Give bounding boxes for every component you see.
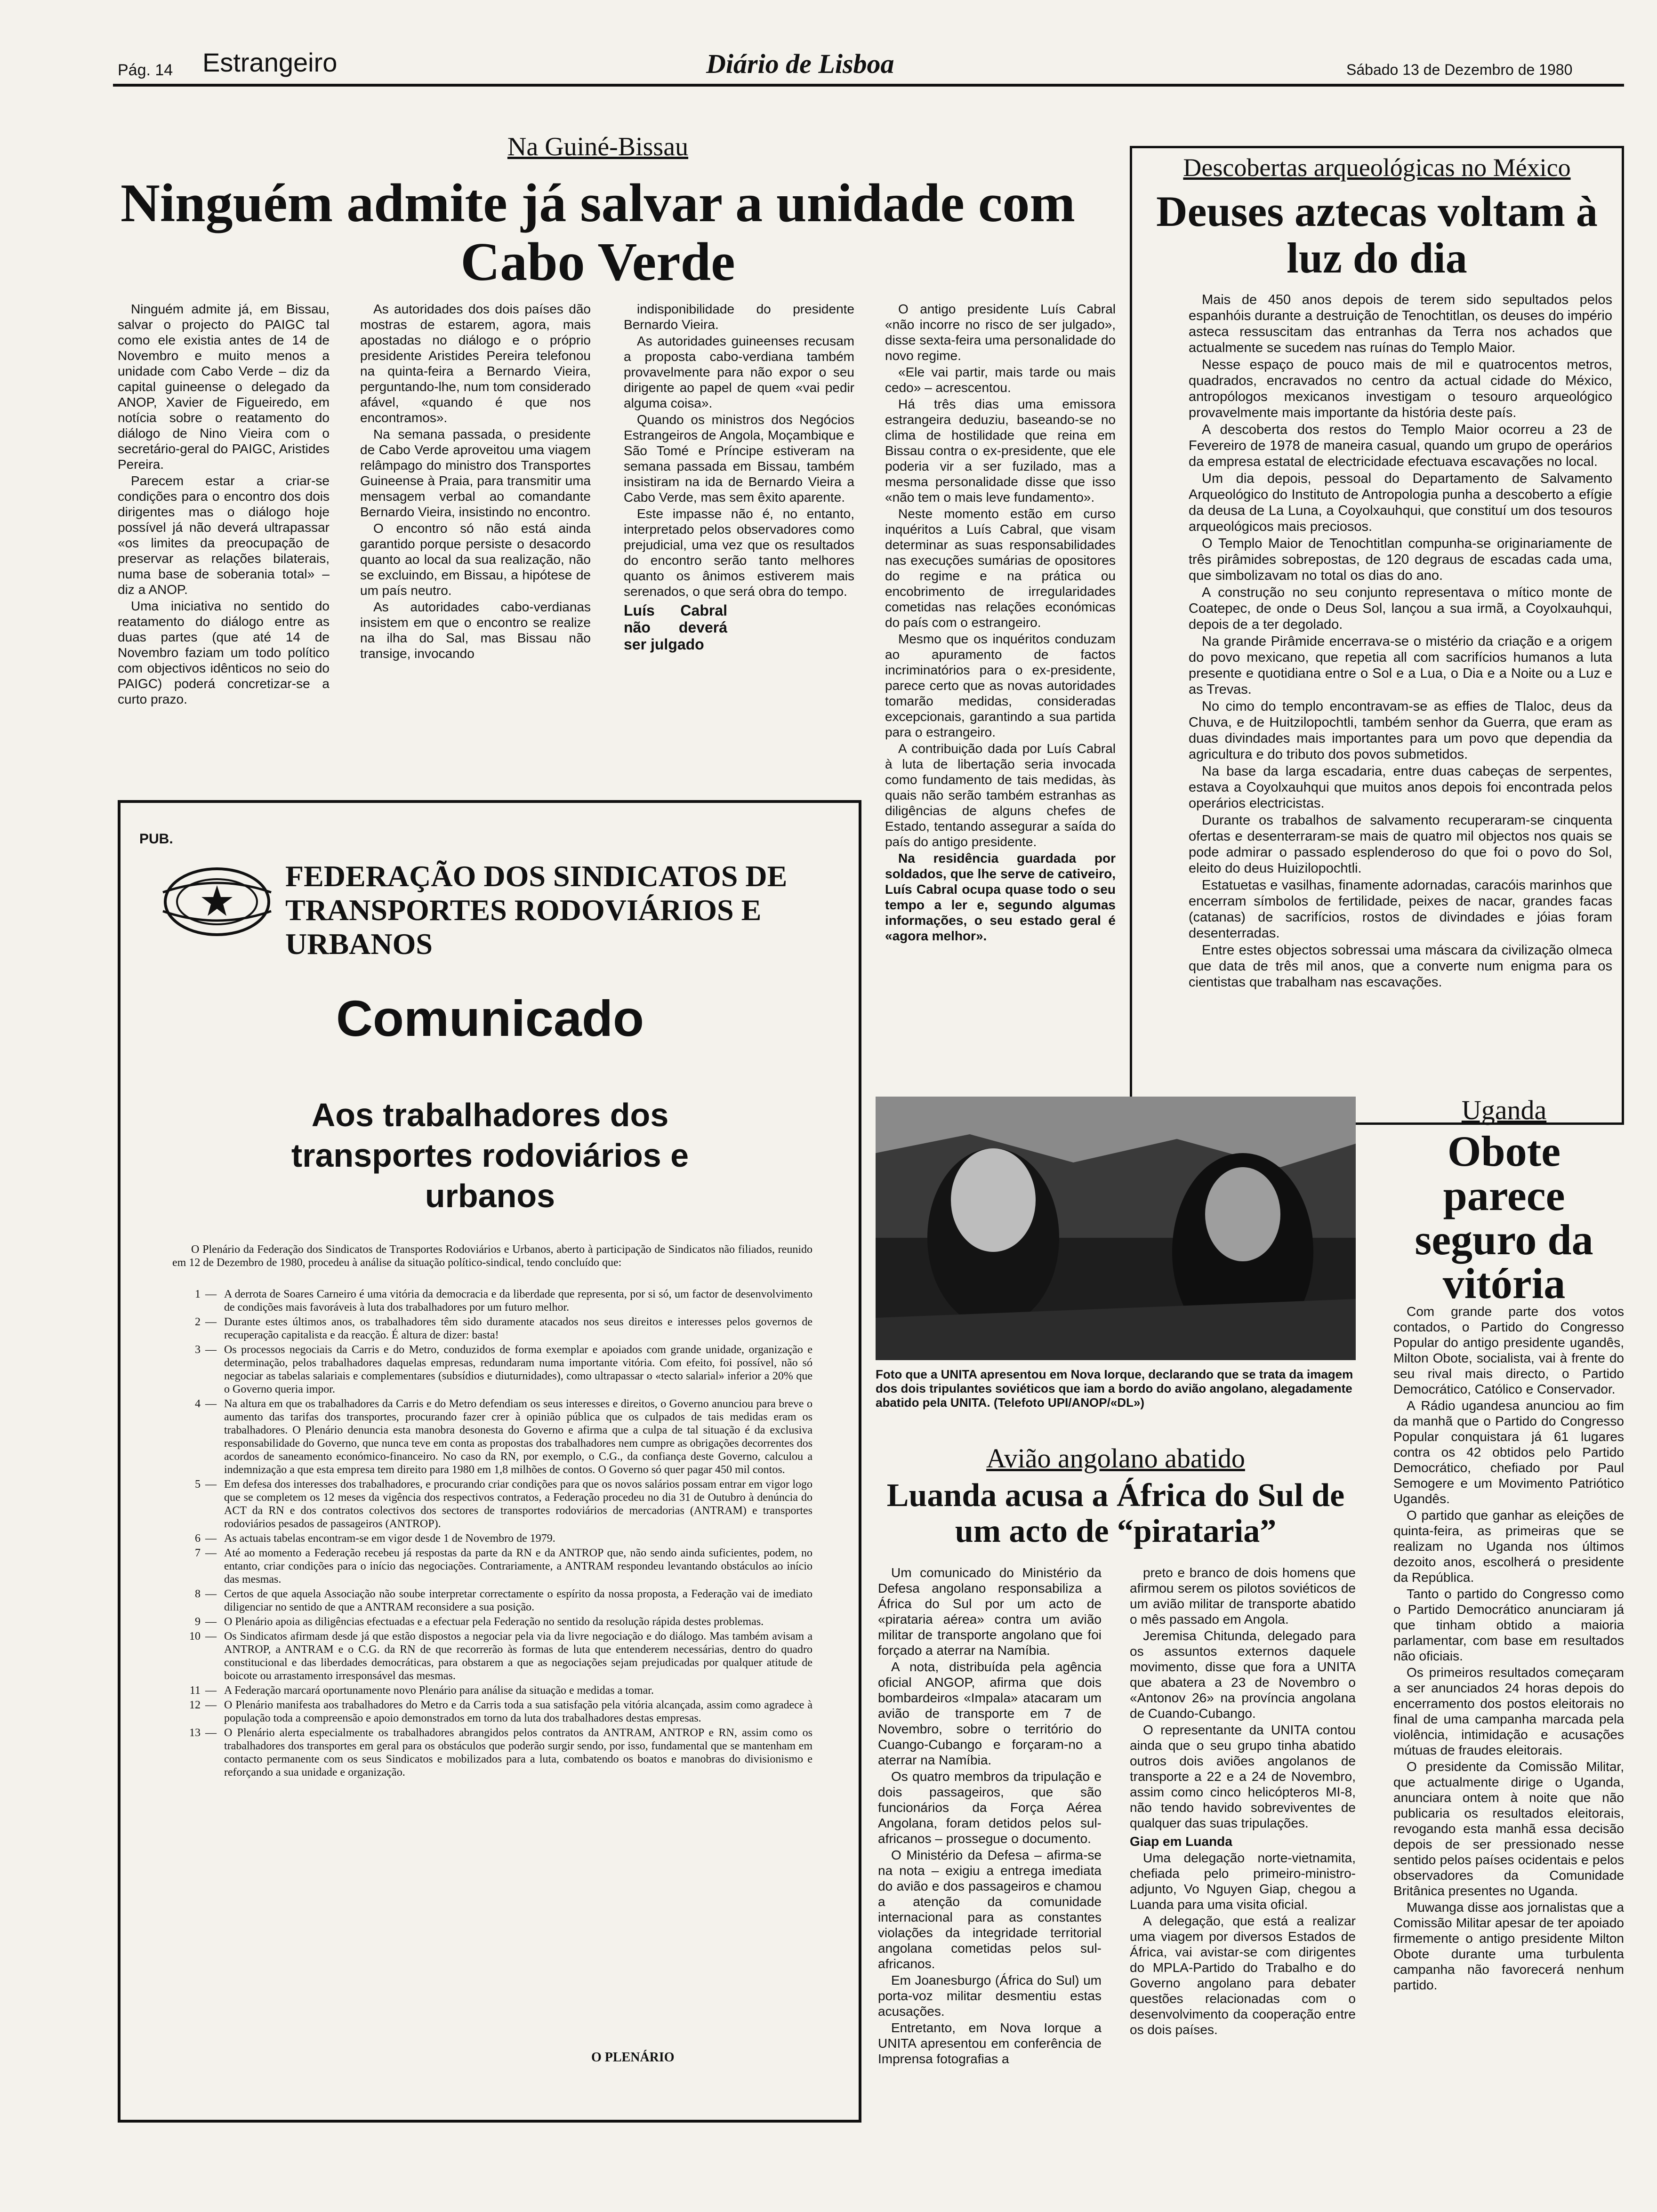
ad-items-list <box>172 1288 812 1780</box>
ad-item-number: 3 <box>195 1344 201 1356</box>
guine-column-2: As autoridades dos dois países dão mostras de estarem, agora, mais apostadas no diálogo e o próprio presidente Aristides Pereira telefonou na quinta-feira a Bernardo Vieira, perguntando-lhe, num tom considerado afável, «quando é que nos encontramos». Na semana passada, o presidente de Cabo Verde aproveitou uma viagem relâmpago do ministro dos Transportes Guineense à Praia, para transmitir uma mensagem verbal ao comandante Bernardo Vieira, insistindo no encontro. O encontro só não está ainda garantido porque persiste o desacordo quanto ao local da sua realização, não se excluindo, em Bissau, a hipótese de um país neutro. As autoridades cabo-verdianas insistem em que o encontro se realize na ilha do Sal, mas Bissau não transige, invocando <box>360 302 591 661</box>
ad-item-dash: — <box>205 1699 217 1711</box>
ad-item-dash: — <box>205 1532 217 1545</box>
ad-item-dash: — <box>205 1616 217 1628</box>
ad-item-text: O Plenário apoia as diligências efectuadas e a efectuar pela Federação no sentido da resolução rápida destes problemas. <box>224 1616 764 1628</box>
photo-caption: Foto que a UNITA apresentou em Nova Iorque, declarando que se trata da imagem dos dois tripulantes soviéticos que iam a bordo do avião angolano, alegadamente abatido pela UNITA. (Telefoto UPI/ANOP/«DL») <box>876 1367 1353 1410</box>
guine-kicker: Na Guiné-Bissau <box>507 132 689 161</box>
unita-photo <box>876 1097 1356 1360</box>
ad-item-dash: — <box>205 1478 217 1491</box>
ad-item-text: A derrota de Soares Carneiro é uma vitória da democracia e da liberdade que representa, por si só, um factor de desenvolvimento de condições mais favoráveis à luta dos trabalhadores por um futuro melhor. <box>224 1288 812 1314</box>
union-emblem-icon <box>158 864 276 939</box>
guine-column-4: O antigo presidente Luís Cabral «não incorre no risco de ser julgado», disse sexta-feira uma personalidade do novo regime. «Ele vai partir, mais tarde ou mais cedo» – acrescentou. Há três dias uma emissora estrangeira deduziu, baseando-se no clima de hostilidade que reina em Bissau contra o ex-presidente, que ele poderia vir a ser fuzilado, mas a mesma personalidade disse que isso «não tem o mais leve fundamento». Neste momento estão em curso inquéritos a Luís Cabral, que visam determinar as suas responsabilidades nas execuções sumárias de opositores do regime e na prática ou encobrimento de irregularidades cometidas nas relações económicas do país com o estrangeiro. Mesmo que os inquéritos conduzam ao apuramento de factos incriminatórios para o ex-presidente, parece certo que as novas autoridades tomarão medidas, consideradas excepcionais, garantindo a sua partida para o estrangeiro. A contribuição dada por Luís Cabral à luta de libertação seria invocada como fundamento de tais medidas, às quais não serão também estranhas as diligências de alguns chefes de Estado, tentando assegurar a saída do país do antigo presidente. Na residência guardada por soldados, que lhe serve de cativeiro, Luís Cabral ocupa quase todo o seu tempo a ler e, segundo algumas informações, o seu estado geral é «agora melhor». <box>885 302 1116 943</box>
masthead-rule <box>113 84 1624 87</box>
ad-signature: O PLENÁRIO <box>591 2050 675 2065</box>
guine-column-1: Ninguém admite já, em Bissau, salvar o projecto do PAIGC tal como ele existia antes de 14 de Novembro e muito menos a unidade com Cabo Verde – diz da capital guineense o delegado da ANOP, Xavier de Figueiredo, em notícia sobre o reatamento do diálogo de Nino Vieira com o secretário-geral do PAIGC, Aristides Pereira. Parecem estar a criar-se condições para o encontro dos dois dirigentes mas o diálogo hoje possível já não deverá ultrapassar «os limites da preocupação de preservar as relações bilaterais, numa base de soberania total» – diz a ANOP. Uma iniciativa no sentido do reatamento do diálogo entre as duas partes (que até 14 de Novembro faziam um todo político com objectivos idênticos no seio do PAIGC) poderá concretizar-se a curto prazo. <box>118 302 330 706</box>
ad-item-dash: — <box>205 1398 217 1410</box>
ad-item-number: 13 <box>189 1727 201 1739</box>
ad-list-item <box>172 1288 812 1314</box>
ad-tag: PUB. <box>139 831 173 847</box>
page-number: Pág. 14 <box>118 61 173 79</box>
ad-item-number: 4 <box>195 1398 201 1410</box>
ad-item-text: Certos de que aquela Associação não soube interpretar correctamente o espírito da nossa proposta, a Federação vai de imediato diligenciar no sentido de que a ANTRAM reconsidere a sua posição. <box>224 1588 812 1613</box>
ad-item-number: 12 <box>189 1699 201 1711</box>
mexico-body: Mais de 450 anos depois de terem sido sepultados pelos espanhóis durante a destruição de Tenochtitlan, os deuses do império asteca ressuscitam das entranhas da Terra nos achados que actualmente se sucedem nas ruínas do Templo Maior. Nesse espaço de pouco mais de mil e quatrocentos metros, quadrados, encravados no centro da actual cidade do México, antropólogos mexicanos investigam o tesouro arqueológico provavelmente mais importante da história deste país. A descoberta dos restos do Templo Maior ocorreu a 23 de Fevereiro de 1978 de maneira casual, quando um grupo de operários da empresa estatal de electricidade efectuava escavações no local. Um dia depois, pessoal do Departamento de Salvamento Arqueológico do Instituto de Antropologia punha a descoberto a efígie da deusa de La Luna, a Coyolxauhqui, que constituí um dos tesouros arqueológicos mais preciosos. O Templo Maior de Tenochtitlan compunha-se originariamente de três pirâmides sobrepostas, de 120 degraus de escadas cada uma, que simbolizavam no total os dias do ano. A construção no seu conjunto representava o mítico monte de Coatepec, de onde o Deus Sol, lançou a sua irmã, a Coyolxauhqui, depois de a ter degolado. Na grande Pirâmide encerrava-se o mistério da criação e a origem do povo mexicano, que repetia all com sacrifícios humanos a luta presente e quotidiana entre o Sol e a Lua, o Dia e a Noite ou a Luz e as Trevas. No cimo do templo encontravam-se as effies de Tlaloc, deus da Chuva, e de Huitzilopochtli, também senhor da Guerra, que eram as duas divindades mais importantes para um povo que dependia da agricultura e do tributo dos povos submetidos. Na base da larga escadaria, entre duas cabeças de serpentes, estava a Coyolxauhqui que muitos anos depois foi encontrada pelos operários electricistas. Durante os trabalhos de salvamento recuperaram-se cinquenta ofertas e desenterraram-se mais de quatro mil objectos nos quais se pode admirar o passado esplenderoso do que foi o povo do Sol, eleito do deus Huizilopochtli. Estatuetas e vasilhas, finamente adornadas, caracóis marinhos que encerram símbolos de fertilidade, peixes de nacar, grandes facas (catanas) de sacrifícios, rostos de divindades e jóias foram desenterradas. Entre estes objectos sobressai uma máscara da civilização olmeca que data de três mil anos, que a converte num enigma para os cientistas que trabalham nas escavações. <box>1189 292 1612 990</box>
ad-subtitle: Aos trabalhadores dos transportes rodoviários e urbanos <box>291 1097 689 1214</box>
guine-subhead: Luís Cabral não deverá ser julgado <box>624 602 727 653</box>
guine-column-3: indisponibilidade do presidente Bernardo Vieira. As autoridades guineenses recusam a proposta cabo-verdiana também provavelmente para não expor o seu dirigente ao papel de quem «vai pedir alguma coisa». Quando os ministros dos Negócios Estrangeiros de Angola, Moçambique e São Tomé e Príncipe estiveram na semana passada em Bissau, também insistiram na ida de Bernardo Vieira a Cabo Verde, mas sem êxito aparente. Este impasse não é, no entanto, interpretado pelos observadores como prejudicial, uma vez que os resultados do encontro serão tanto melhores quanto os ânimos estiverem mais serenados, o que será obra do tempo. Luís Cabral não deverá ser julgado <box>624 302 854 653</box>
ad-list-item <box>172 1726 812 1779</box>
ad-item-dash: — <box>205 1316 217 1328</box>
ad-list-item <box>172 1478 812 1531</box>
ad-title: Comunicado <box>336 990 644 1047</box>
ad-item-number: 5 <box>195 1478 201 1491</box>
angola-column-2: preto e branco de dois homens que afirmou serem os pilotos soviéticos de um avião militar de transporte abatido o mês passado em Angola. Jeremisa Chitunda, delegado para os assuntos externos daquele movimento, disse que fora a UNITA que abatera a 23 de Novembro o «Antonov 26» na província angolana de Cuando-Cubango. O representante da UNITA contou ainda que o seu grupo tinha abatido outros dois aviões angolanos de transporte a 22 e a 24 de Novembro, assim como cinco helicópteros MI-8, não tendo havido sobreviventes de qualquer das suas tripulações. Giap em Luanda Uma delegação norte-vietnamita, chefiada pelo primeiro-ministro-adjunto, Vo Nguyen Giap, chegou a Luanda para uma visita oficial. A delegação, que está a realizar uma viagem por diversos Estados de África, vai avistar-se com dirigentes do MPLA-Partido do Trabalho e do Governo angolano para debater questões relacionadas com o desenvolvimento da cooperação entre os dois países. <box>1130 1565 1356 2037</box>
ad-item-dash: — <box>205 1344 217 1356</box>
ad-item-number: 1 <box>195 1288 201 1300</box>
ad-box <box>118 800 861 2123</box>
newspaper-logo: Diário de Lisboa <box>706 48 894 79</box>
ad-item-number: 7 <box>195 1547 201 1559</box>
mexico-headline: Deuses aztecas voltam à luz do dia <box>1156 187 1598 282</box>
ad-item-text: Em defesa dos interesses dos trabalhadores, e procurando criar condições para que os novos salários possam entrar em vigor logo que se completem os 12 meses da vigência dos respectivos contratos, a Federação procedeu no dia 31 de Outubro à denúncia do ACT da RN e dos contratos colectivos dos sectores de transportes rodoviários de mercadorias (ANTRAM) e transportes rodoviários pesados de passageiros (ANTROP). <box>224 1478 812 1530</box>
ad-item-number: 10 <box>189 1630 201 1643</box>
uganda-body: Com grande parte dos votos contados, o Partido do Congresso Popular do antigo presidente ugandês, Milton Obote, socialista, vai à frente do seu rival mais directo, o Partido Democrático, Católico e Conservador. A Rádio ugandesa anunciou ao fim da manhã que o Partido do Congresso Popular conquistara já 61 lugares contra os 42 obtidos pelo Partido Democrático, chefiado por Paul Semogere e um Movimento Patriótico Ugandês. O partido que ganhar as eleições de quinta-feira, as primeiras que se realizam no Uganda nos últimos dezoito anos, escolherá o presidente da República. Tanto o partido do Congresso como o Partido Democrático anunciaram já que tinham obtido a maioria parlamentar, com base em resultados não oficiais. Os primeiros resultados começaram a ser anunciados 24 horas depois do encerramento dos postos eleitorais no final de uma campanha marcada pela violência, intimidação e acusações mútuas de fraudes eleitorais. O presidente da Comissão Militar, que actualmente dirige o Uganda, anunciara ontem à noite que não publicaria os resultados eleitorais, revogando esta manhã essa decisão depois de ser pressionado nesse sentido pelos países ocidentais e pelos observadores da Comunidade Britânica presentes no Uganda. Muwanga disse aos jornalistas que a Comissão Militar apesar de ter apoiado firmemente o antigo presidente Milton Obote durante uma turbulenta campanha não favorecerá nenhum partido. <box>1393 1304 1624 1992</box>
issue-date: Sábado 13 de Dezembro de 1980 <box>1346 61 1573 78</box>
uganda-headline: Obote parece seguro da vitória <box>1415 1127 1593 1308</box>
ad-item-text: As actuais tabelas encontram-se em vigor desde 1 de Novembro de 1979. <box>224 1532 555 1545</box>
mexico-kicker: Descobertas arqueológicas no México <box>1183 153 1571 182</box>
ad-item-text: O Plenário alerta especialmente os trabalhadores abrangidos pelos contratos da ANTRAM, ANTROP e RN, assim como os trabalhadores dos transportes em geral para os obstáculos que poderão surgir sendo, por isso, fundamental que se mantenham em contacto permanente com os seus Sindicatos e mobilizados para a luta, combatendo os boatos e manobras do divisionismo e reforçando a sua unidade e organização. <box>224 1727 812 1779</box>
ad-list-item <box>172 1397 812 1476</box>
ad-list-item <box>172 1615 812 1628</box>
ad-item-text: Durante estes últimos anos, os trabalhadores têm sido duramente atacados nos seus direitos e interesses pelos governos de recuperação capitalista e da reacção. É altura de dizer: basta! <box>224 1316 812 1341</box>
ad-item-number: 8 <box>195 1588 201 1600</box>
ad-item-number: 9 <box>195 1616 201 1628</box>
ad-list-item <box>172 1343 812 1396</box>
angola-kicker: Avião angolano abatido <box>986 1443 1245 1474</box>
ad-item-number: 11 <box>189 1684 201 1697</box>
ad-item-text: O Plenário manifesta aos trabalhadores do Metro e da Carris toda a sua satisfação pela vitória alcançada, assim como agradece à população toda a compreensão e apoio demonstrados em torno da luta dos trabalhadores destas empresas. <box>224 1699 812 1724</box>
angola-headline: Luanda acusa a África do Sul de um acto de “pirataria” <box>886 1477 1345 1549</box>
ad-item-dash: — <box>205 1630 217 1643</box>
ad-item-dash: — <box>205 1727 217 1739</box>
ad-intro: O Plenário da Federação dos Sindicatos de Transportes Rodoviários e Urbanos, aberto à participação de Sindicatos não filiados, reunido em 12 de Dezembro de 1980, procedeu à análise da situação político-sindical, tendo concluído que: <box>172 1243 812 1269</box>
guine-headline: Ninguém admite já salvar a unidade com Cabo Verde <box>121 173 1075 293</box>
ad-item-text: Os Sindicatos afirmam desde já que estão dispostos a negociar pela via da livre negociação e do diálogo. Mas também avisam a ANTROP, a ANTRAM e o C.G. da RN de que recorrerão às formas de luta que entenderem necessárias, dentro do quadro constitucional e das liberdades democráticas, para obstarem a que as negociações sejam prejudicadas por qualquer atitude de boicote ou arrastamento irresponsável das mesmas. <box>224 1630 812 1682</box>
pilots-photo-image <box>876 1097 1356 1360</box>
section-title: Estrangeiro <box>202 48 338 77</box>
uganda-kicker: Uganda <box>1461 1095 1547 1125</box>
ad-item-text: Até ao momento a Federação recebeu já respostas da parte da RN e da ANTROP que, não sendo ainda suficientes, podem, no entanto, criar condições para o início das negociações. Contrariamente, a ANTRAM respondeu levantando obstáculos ao início das mesmas. <box>224 1547 812 1586</box>
ad-list-item <box>172 1699 812 1725</box>
ad-item-dash: — <box>205 1288 217 1300</box>
angola-subhead: Giap em Luanda <box>1130 1834 1232 1849</box>
ad-item-text: A Federação marcará oportunamente novo Plenário para análise da situação e medidas a tomar. <box>224 1684 654 1697</box>
ad-list-item <box>172 1684 812 1697</box>
ad-item-text: Os processos negociais da Carris e do Metro, conduzidos de forma exemplar e apoiados com grande unidade, organização e determinação, pelos trabalhadores daquelas empresas, redundaram numa importante vitória. Com efeito, foi possível, não só negociar as tabelas salariais e complementares (subsídios e diuturnidades), como ultrapassar o «tecto salarial» inferior a 20% que o Governo queria impor. <box>224 1344 812 1395</box>
ad-item-number: 6 <box>195 1532 201 1545</box>
ad-organization: FEDERAÇÃO DOS SINDICATOS DE TRANSPORTES RODOVIÁRIOS E URBANOS <box>285 859 788 961</box>
ad-list-item <box>172 1587 812 1614</box>
mexico-article-box <box>1130 146 1624 1125</box>
ad-list-item <box>172 1532 812 1545</box>
ad-list-item <box>172 1547 812 1586</box>
angola-column-1: Um comunicado do Ministério da Defesa angolano responsabiliza a África do Sul por um acto de «pirataria aérea» contra um avião militar de transporte angolano que foi forçado a aterrar na Namíbia. A nota, distribuída pela agência oficial ANGOP, afirma que dois bombardeiros «Impala» atacaram um avião de transporte em 7 de Novembro, sobre o território do Cuango-Cubango e forçaram-no a aterrar na Namíbia. Os quatro membros da tripulação e dois passageiros, que são funcionários da Força Aérea Angolana, foram detidos pelos sul-africanos – prossegue o documento. O Ministério da Defesa – afirma-se na nota – exigiu a entrega imediata do avião e dos passageiros e chamou a atenção da comunidade internacional para as constantes violações da integridade territorial angolana cometidas pelos sul-africanos. Em Joanesburgo (África do Sul) um porta-voz militar desmentiu estas acusações. Entretanto, em Nova Iorque a UNITA apresentou em conferência de Imprensa fotografias a <box>878 1565 1102 2066</box>
ad-item-dash: — <box>205 1588 217 1600</box>
ad-list-item <box>172 1315 812 1342</box>
ad-item-text: Na altura em que os trabalhadores da Carris e do Metro defendiam os seus interesses e direitos, o Governo anunciou para breve o aumento das tarifas dos transportes, procurando fazer crer à opinião pública que os culpados de tais medidas eram os trabalhadores. O Plenário denuncia esta manobra desonesta do Governo e afirma que a culpa de tal situação é da exclusiva responsabilidade do Governo, que nunca teve em conta as propostas dos trabalhadores nem cumpre as obrigações decorrentes dos acordos de saneamento económico-financeiro. No caso da RN, por exemplo, o C.G., da confiança deste Governo, calculou a indemnização a que esta empresa tem direito para 1980 em 1,8 milhões de contos. O Governo só quer pagar 450 mil contos. <box>224 1398 812 1476</box>
ad-item-dash: — <box>205 1684 217 1697</box>
ad-item-number: 2 <box>195 1316 201 1328</box>
ad-item-dash: — <box>205 1547 217 1559</box>
ad-list-item <box>172 1630 812 1683</box>
